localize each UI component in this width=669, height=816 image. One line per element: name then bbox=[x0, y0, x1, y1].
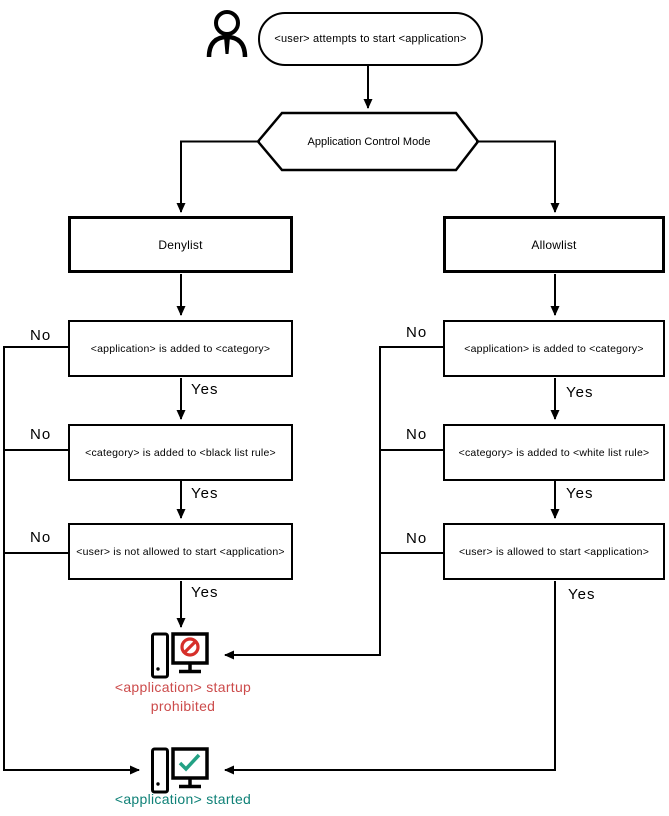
computer-started-icon bbox=[153, 749, 208, 792]
yes-label-right-1: Yes bbox=[566, 384, 594, 401]
yes-label-right-3: Yes bbox=[568, 586, 596, 603]
no-label-right-2: No bbox=[406, 426, 428, 443]
prohibited-caption-line2: prohibited bbox=[150, 698, 216, 714]
connector-right-no-rail-to-prohibited bbox=[225, 347, 443, 655]
connector-decision-to-allowlist bbox=[476, 142, 555, 213]
connector-decision-to-denylist bbox=[181, 142, 260, 213]
computer-prohibited-icon bbox=[153, 634, 208, 677]
yes-label-left-3: Yes bbox=[191, 584, 219, 601]
yes-label-left-2: Yes bbox=[191, 485, 219, 502]
no-label-left-2: No bbox=[30, 426, 52, 443]
prohibited-caption bbox=[88, 678, 278, 716]
allowlist-step-2: <category> is added to <white list rule> bbox=[443, 424, 665, 481]
denylist-step-2: <category> is added to <black list rule> bbox=[68, 424, 293, 481]
no-label-left-1: No bbox=[30, 327, 52, 344]
yes-label-right-2: Yes bbox=[566, 485, 594, 502]
yes-label-left-1: Yes bbox=[191, 381, 219, 398]
no-label-left-3: No bbox=[30, 529, 52, 546]
no-label-right-1: No bbox=[406, 324, 428, 341]
allowlist-node: Allowlist bbox=[443, 216, 665, 273]
decision-label: Application Control Mode bbox=[307, 135, 431, 148]
allowlist-step-1: <application> is added to <category> bbox=[443, 320, 665, 377]
allowlist-step-3: <user> is allowed to start <application> bbox=[443, 523, 665, 580]
started-caption: <application> started bbox=[114, 791, 252, 807]
no-label-right-3: No bbox=[406, 530, 428, 547]
user-icon bbox=[209, 12, 245, 57]
start-node: <user> attempts to start <application> bbox=[258, 12, 483, 66]
denylist-step-1: <application> is added to <category> bbox=[68, 320, 293, 377]
prohibited-caption-line1: <application> startup bbox=[114, 679, 252, 695]
connector-right-yes-3-to-started bbox=[225, 581, 555, 770]
denylist-node: Denylist bbox=[68, 216, 293, 273]
denylist-step-3: <user> is not allowed to start <application> bbox=[68, 523, 293, 580]
